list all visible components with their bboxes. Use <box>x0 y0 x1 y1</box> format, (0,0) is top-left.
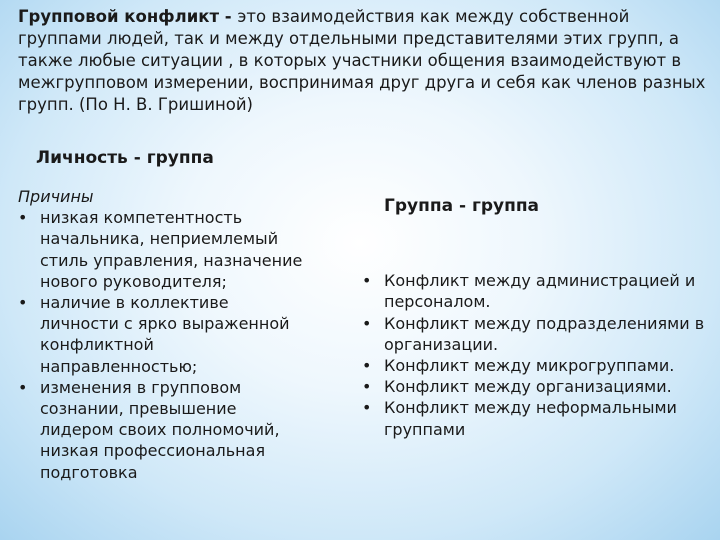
group-conflict-item: • Конфликт между организациями. <box>362 376 712 397</box>
group-conflict-item: • Конфликт между микрогруппами. <box>362 355 712 376</box>
personal-group-causes <box>18 186 308 483</box>
definition-paragraph <box>18 6 708 116</box>
group-group-title: Группа - группа <box>384 196 540 216</box>
cause-item: • низкая компетентность начальника, неприемлемый стиль управления, назначение нового руководителя; <box>18 207 308 292</box>
causes-list <box>18 207 308 483</box>
group-conflict-item: • Конфликт между администрацией и персоналом. <box>362 270 712 312</box>
causes-title: Причины <box>18 187 94 206</box>
definition-text: это взаимодействия как между собственной группами людей, так и между отдельными представителями этих групп, а также любые ситуации , в которых участники общения взаимодействуют в межгрупповом измерении, воспринимая друг друга и себя как членов разных групп. (По Н. В. Гришиной) <box>18 7 706 114</box>
group-conflict-item: • Конфликт между подразделениями в организации. <box>362 313 712 355</box>
cause-item: • изменения в групповом сознании, превышение лидером своих полномочий, низкая профессиональная подготовка <box>18 377 308 483</box>
definition-dash: - <box>219 7 238 26</box>
group-group-section <box>362 196 712 440</box>
personal-group-title: Личность - группа <box>36 148 214 168</box>
group-conflict-item: • Конфликт между неформальными группами <box>362 397 712 439</box>
group-conflict-list <box>362 270 712 440</box>
cause-item: • наличие в коллективе личности с ярко выраженной конфликтной направленностью; <box>18 292 308 377</box>
definition-term: Групповой конфликт <box>18 7 220 26</box>
